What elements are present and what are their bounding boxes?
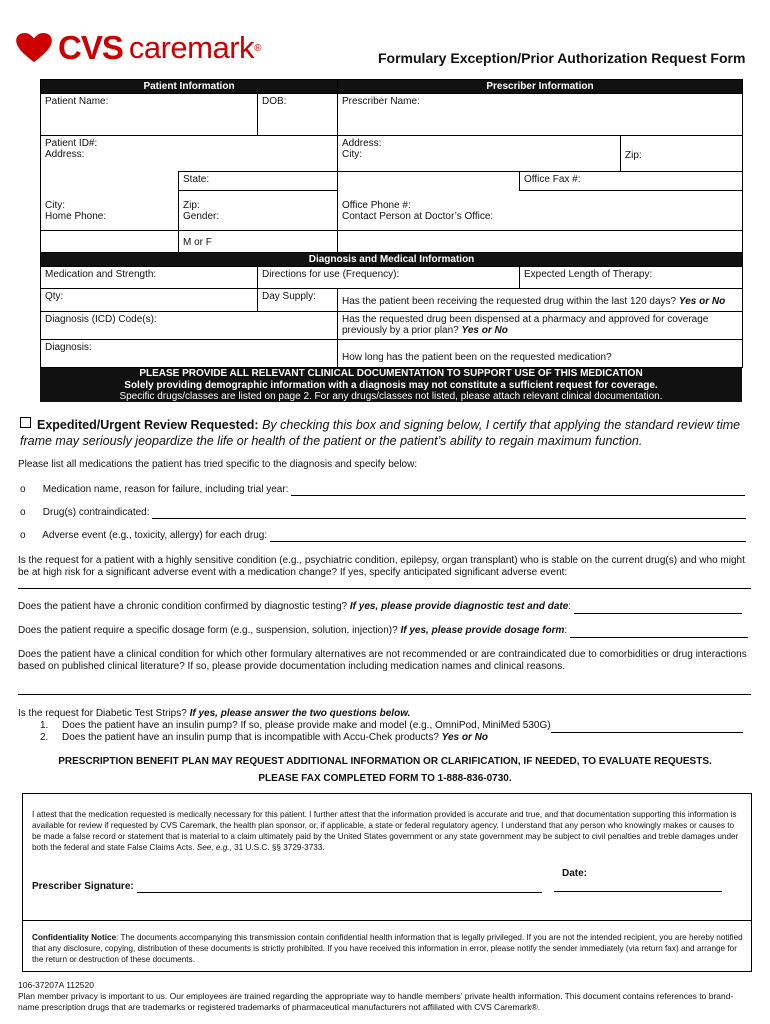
date-input[interactable] [554,881,722,892]
adverse-event-input[interactable] [270,530,746,542]
bullet-mark: o [20,507,26,518]
directions-field[interactable]: Directions for use (Frequency): [258,267,520,289]
medication-failure-input[interactable] [291,484,745,496]
strips-question [18,708,410,720]
expedited-section [20,417,760,449]
gender-label: Gender: [183,211,220,222]
gender-options[interactable]: M or F [179,231,338,253]
day-supply-field[interactable]: Day Supply: [258,289,338,312]
bullet-medication-failure [20,484,745,496]
medication-failure-label: Medication name, reason for failure, including trial year: [42,484,289,495]
clinical-doc-banner [40,368,742,402]
dob-field[interactable]: DOB: [258,94,338,136]
fax-line1: PRESCRIPTION BENEFIT PLAN MAY REQUEST ADDITIONAL INFORMATION OR CLARIFICATION, IF NEEDED, TO EVALUATE REQUESTS. [58,756,712,767]
dosage-input[interactable] [570,625,748,638]
form-code: 106-37207A 112520 [18,980,94,990]
prior-plan-field[interactable] [338,312,743,340]
q120-answer: Yes or No [678,296,726,307]
patient-address-blank[interactable] [41,172,179,191]
attestation-cite: , 31 U.S.C. §§ 3729-3733. [229,843,325,852]
prescriber-address-label: Address: [342,138,382,149]
strips-em: If yes, please answer the two questions below. [189,708,411,719]
attestation-body: I attest that the medication requested is medically necessary for this patient. I further attest that the information provided is accurate and true, and that documentation supporting this information is available for review if requested by CVS Caremark, the health plan sponsor, or, if applicable, a state or federal regulatory agency. I understand that any person who knowingly makes or causes to be made a false record or statement that is material to a claim ultimately paid by the United States government or any state government may be subject to civil penalties and treble damages under both the federal and state False Claims Acts. [32,810,739,852]
patient-city-field[interactable] [41,191,179,231]
q120-text: Has the patient been receiving the requested drug within the last 120 days? [342,296,677,307]
heart-logo-icon [14,33,54,63]
patient-city-label: City: [45,199,65,211]
q120-field[interactable] [338,289,743,312]
confidentiality-label: Confidentiality Notice [32,933,117,942]
how-long-field[interactable]: How long has the patient been on the requested medication? [338,340,743,368]
signature-row [32,881,542,893]
icd-field[interactable]: Diagnosis (ICD) Code(s): [41,312,338,340]
date-label: Date: [562,868,588,879]
attestation-text [32,809,744,853]
medication-strength-field[interactable]: Medication and Strength: [41,267,258,289]
expedited-label: Expedited/Urgent Review Requested: [37,418,259,432]
patient-state-field[interactable]: State: [179,172,338,191]
strips-q1-text: Does the patient have an insulin pump? If so, please provide make and model (e.g., OmniPod, MiniMed 530G) [62,720,551,731]
dosage-em: If yes, please provide dosage form [400,625,565,636]
patient-name-field[interactable]: Patient Name: [41,94,258,136]
prior-plan-answer: Yes or No [461,325,508,336]
signature-label: Prescriber Signature: [32,881,134,892]
brand-caremark: caremark [128,30,255,65]
strips-q1-input[interactable] [551,720,743,733]
adverse-event-label: Adverse event (e.g., toxicity, allergy) for each drug: [42,530,268,541]
bullet-contraindicated [20,507,746,519]
strips-q1-num: 1. [40,720,49,731]
therapy-length-field[interactable]: Expected Length of Therapy: [520,267,743,289]
diagnosis-header: Diagnosis and Medical Information [41,253,743,267]
office-phone-field[interactable] [338,191,743,231]
prescriber-zip-field[interactable] [621,136,743,172]
confidentiality-box [22,920,752,972]
privacy-notice: Plan member privacy is important to us. Our employees are trained regarding the appropriate way to handle members’ private health information. This document contains references to brand-name prescription drugs that are trademarks or registered trademarks of pharmaceutical manufacturers not affiliated with CVS Caremark®. [18,991,734,1012]
contraindicated-label: Drug(s) contraindicated: [42,507,150,518]
strips-q2-text: Does the patient have an insulin pump that is incompatible with Accu-Chek products? [62,732,439,743]
patient-zip-field[interactable] [179,191,338,231]
expedited-checkbox[interactable] [20,417,31,428]
strips-text: Is the request for Diabetic Test Strips? [18,708,187,719]
prescriber-info-header: Prescriber Information [338,80,743,94]
patient-address-label: Address: [45,149,85,160]
prescriber-addr-blank[interactable] [338,172,520,191]
chronic-em: If yes, please provide diagnostic test and date [349,601,569,612]
chronic-text: Does the patient have a chronic condition confirmed by diagnostic testing? [18,601,348,612]
attestation-see: See, e.g. [196,843,230,852]
blank-cell-right [338,231,743,253]
strips-q2 [40,732,488,744]
signature-input[interactable] [137,881,542,893]
attestation-box [22,793,752,921]
contact-person-label: Contact Person at Doctor’s Office: [342,211,494,222]
office-fax-field[interactable]: Office Fax #: [520,172,743,191]
prescriber-name-field[interactable]: Prescriber Name: [338,94,743,136]
patient-zip-label: Zip: [183,200,200,211]
banner-line2: Solely providing demographic information with a diagnosis may not constitute a sufficient request for coverage. [124,379,658,391]
brand-reg-mark: ® [254,42,262,54]
confidentiality-body: : The documents accompanying this transmission contain confidential health information that is legally privileged. If you are not the intended recipient, you are hereby notified that any disclosure, copying, distribution of these documents is strictly prohibited. If you have received this information in error, please notify the sender immediately (via return fax) and arrange for the return or destruction of these documents. [32,933,743,964]
patient-id-field[interactable] [41,136,338,172]
brand-cvs: CVS [58,29,123,66]
prescriber-address-field[interactable] [338,136,621,172]
chronic-question: Does the patient have a chronic condition confirmed by diagnostic testing? If yes, please provide diagnostic test and date: [18,601,742,614]
clinical-input[interactable] [18,684,751,695]
banner-line1: PLEASE PROVIDE ALL RELEVANT CLINICAL DOCUMENTATION TO SUPPORT USE OF THIS MEDICATION [139,368,643,379]
qty-field[interactable]: Qty: [41,289,258,312]
bullet-mark: o [20,530,26,541]
sensitive-condition-question: Is the request for a patient with a highly sensitive condition (e.g., psychiatric condition, epilepsy, organ transplant) who is stable on the current drug(s) and who might be at high risk for a significant adverse event with a medication change? If yes, specify anticipated significant adverse event: [18,555,745,578]
prior-plan-text: Has the requested drug been dispensed at a pharmacy and approved for coverage previously by a prior plan? [342,314,709,336]
blank-cell [41,231,179,253]
banner-line3: Specific drugs/classes are listed on page 2. For any drugs/classes not listed, please attach relevant clinical documentation. [119,391,663,402]
expedited-text: By checking this box and signing below, I certify that applying the standard review time frame may seriously jeopardize the life or health of the patient or the patient’s ability to regain maximum function. [20,418,741,448]
cvs-caremark-logo [14,30,261,66]
contraindicated-input[interactable] [152,507,746,519]
prescriber-city-label: City: [342,149,362,160]
meds-intro: Please list all medications the patient has tried specific to the diagnosis and specify below: [18,459,418,470]
fax-line2: PLEASE FAX COMPLETED FORM TO 1-888-836-0730. [258,773,512,784]
info-table [40,79,743,368]
bullet-adverse-event [20,530,746,542]
dosage-text: Does the patient require a specific dosage form (e.g., suspension, solution, injection)? [18,625,398,636]
strips-q2-num: 2. [40,732,49,743]
form-title: Formulary Exception/Prior Authorization Request Form [378,50,746,66]
patient-info-header: Patient Information [41,80,338,94]
diagnosis-field[interactable]: Diagnosis: [41,340,338,368]
strips-q2-answer: Yes or No [441,732,488,743]
sensitive-condition-input[interactable] [18,578,751,589]
clinical-question: Does the patient have a clinical condition for which other formulary alternatives are not recommended or are contraindicated due to comorbidities or drug interactions based on published clinical literature? If so, please provide documentation including medication names and clinical reasons. [18,649,747,672]
bullet-mark: o [20,484,26,495]
chronic-input[interactable] [574,601,742,614]
confidentiality-text [32,932,744,965]
prescriber-zip-label: Zip: [625,150,642,161]
home-phone-label: Home Phone: [45,210,107,222]
dosage-question: Does the patient require a specific dosage form (e.g., suspension, solution, injection)? If yes, please provide dosage form: [18,625,748,638]
patient-id-label: Patient ID#: [45,138,98,149]
office-phone-label: Office Phone #: [342,200,411,211]
